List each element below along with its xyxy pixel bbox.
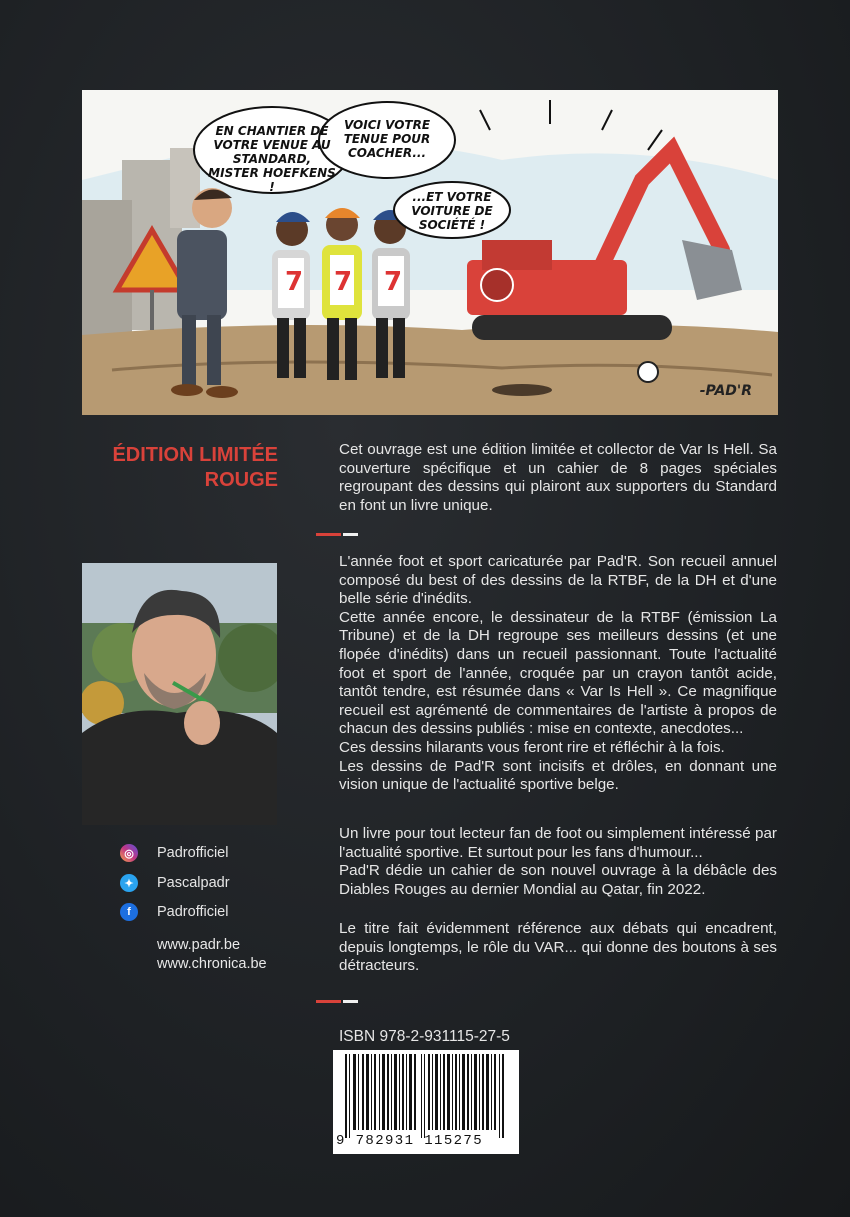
description-text bbox=[339, 553, 777, 795]
instagram-icon: ◎ bbox=[120, 844, 138, 862]
website-links bbox=[157, 936, 267, 974]
edition-line-1: ÉDITION LIMITÉE bbox=[112, 444, 278, 466]
description-p7: Le titre fait évidemment référence aux débats qui encadrent, depuis longtemps, le rôle du VAR... qui donne des boutons à ses détracteurs. bbox=[339, 920, 777, 975]
twitter-handle: Pascalpadr bbox=[157, 875, 230, 891]
intro-paragraph: Cet ouvrage est une édition limitée et collector de Var Is Hell. Sa couverture spécifique et un cahier de 8 pages spéciales regroupant des dessins qui plairont aux supporters du Standard en font un livre unique. bbox=[339, 441, 777, 514]
description-p6: Pad'R dédie un cahier de son nouvel ouvrage à la débâcle des Diables Rouges au dernier Mondial au Qatar, fin 2022. bbox=[339, 862, 777, 898]
speech-bubble-1: EN CHANTIER DE VOTRE VENUE AU STANDARD, MISTER HOEFKENS ! bbox=[208, 124, 336, 194]
speech-bubble-3: ...ET VOTRE VOITURE DE SOCIÉTÉ ! bbox=[411, 190, 493, 232]
description-p5: Un livre pour tout lecteur fan de foot ou simplement intéressé par l'actualité sportive. Et surtout pour les fans d'humour... bbox=[339, 825, 777, 861]
instagram-handle: Padrofficiel bbox=[157, 845, 229, 861]
isbn-label: ISBN 978-2-931115-27-5 bbox=[339, 1028, 510, 1045]
facebook-handle: Padrofficiel bbox=[157, 904, 229, 920]
description-p4: Les dessins de Pad'R sont incisifs et drôles, en donnant une vision unique de l'actualité sportive belge. bbox=[339, 757, 777, 794]
separator-2 bbox=[316, 1000, 358, 1003]
facebook-icon: f bbox=[120, 903, 138, 921]
description-p1: L'année foot et sport caricaturée par Pad'R. Son recueil annuel composé du best of des dessins de la RTBF, de la DH et d'une belle série d'inédits. bbox=[339, 553, 777, 608]
description-p3: Ces dessins hilarants vous feront rire et réfléchir à la fois. bbox=[339, 738, 725, 756]
description-text-2 bbox=[339, 825, 777, 899]
twitter-icon: ✦ bbox=[120, 874, 138, 892]
author-photo bbox=[82, 563, 277, 825]
intro-text bbox=[339, 441, 777, 515]
svg-text:7: 7 bbox=[384, 267, 403, 297]
social-facebook[interactable] bbox=[120, 901, 290, 923]
svg-text:7: 7 bbox=[285, 267, 304, 297]
social-instagram[interactable] bbox=[120, 842, 290, 864]
description-text-3 bbox=[339, 920, 777, 976]
svg-text:7: 7 bbox=[334, 267, 353, 297]
link-chronica[interactable]: www.chronica.be bbox=[157, 956, 267, 972]
edition-line-2: ROUGE bbox=[204, 469, 278, 491]
social-twitter[interactable] bbox=[120, 872, 290, 894]
link-padr[interactable]: www.padr.be bbox=[157, 937, 241, 953]
edition-label bbox=[80, 443, 278, 493]
artist-signature: -PAD'R bbox=[699, 383, 752, 399]
description-p2: Cette année encore, le dessinateur de la RTBF (émission La Tribune) et de la DH regroupe ses meilleurs dessins (et une flopée d'inédits) dans un recueil passionnant. Toute l'actualité foot et sport de l'année, croquée par un crayon tantôt acide, tantôt tendre, est résumée dans « Var Is Hell ». Ce magnifique recueil est agrémenté de commentaires de l'artiste à propos de chacun des dessins publiés : mise en contexte, anecdotes... bbox=[339, 608, 777, 738]
speech-bubble-2: VOICI VOTRE TENUE POUR COACHER... bbox=[343, 118, 431, 160]
cartoon-illustration bbox=[82, 90, 778, 415]
barcode-digits: 9 782931 115275 bbox=[336, 1133, 484, 1149]
separator-1 bbox=[316, 533, 358, 536]
